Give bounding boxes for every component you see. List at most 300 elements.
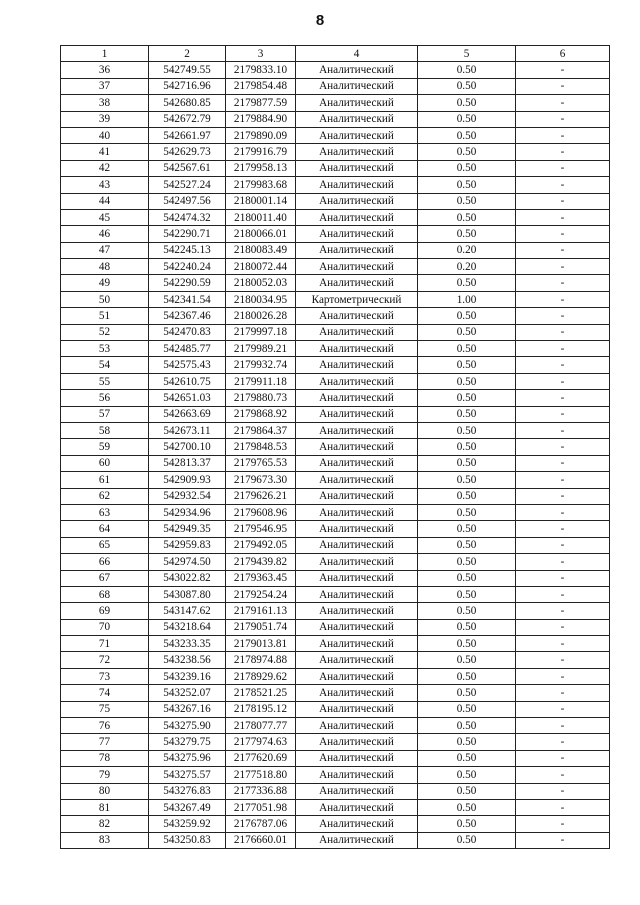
table-row <box>61 259 610 275</box>
point-number-cell: 80 <box>61 783 149 799</box>
column-header: 2 <box>149 46 226 62</box>
table-row <box>61 111 610 127</box>
description-cell: - <box>516 62 610 78</box>
description-cell: - <box>516 390 610 406</box>
y-coordinate-cell: 2178077.77 <box>226 718 296 734</box>
x-coordinate-cell: 542470.83 <box>149 324 226 340</box>
method-cell: Картометрический <box>296 291 418 307</box>
point-number-cell: 71 <box>61 636 149 652</box>
x-coordinate-cell: 542367.46 <box>149 308 226 324</box>
table-row <box>61 193 610 209</box>
x-coordinate-cell: 542527.24 <box>149 177 226 193</box>
accuracy-cell: 0.50 <box>418 144 516 160</box>
description-cell: - <box>516 488 610 504</box>
description-cell: - <box>516 78 610 94</box>
y-coordinate-cell: 2178929.62 <box>226 668 296 684</box>
x-coordinate-cell: 543275.96 <box>149 750 226 766</box>
table-row <box>61 816 610 832</box>
point-number-cell: 37 <box>61 78 149 94</box>
table-row <box>61 390 610 406</box>
description-cell: - <box>516 324 610 340</box>
point-number-cell: 40 <box>61 127 149 143</box>
description-cell: - <box>516 816 610 832</box>
method-cell: Аналитический <box>296 472 418 488</box>
point-number-cell: 53 <box>61 341 149 357</box>
point-number-cell: 83 <box>61 832 149 848</box>
method-cell: Аналитический <box>296 619 418 635</box>
accuracy-cell: 0.20 <box>418 259 516 275</box>
x-coordinate-cell: 543276.83 <box>149 783 226 799</box>
y-coordinate-cell: 2177620.69 <box>226 750 296 766</box>
y-coordinate-cell: 2177518.80 <box>226 767 296 783</box>
x-coordinate-cell: 542949.35 <box>149 521 226 537</box>
table-row <box>61 78 610 94</box>
description-cell: - <box>516 209 610 225</box>
method-cell: Аналитический <box>296 455 418 471</box>
point-number-cell: 76 <box>61 718 149 734</box>
table-row <box>61 685 610 701</box>
y-coordinate-cell: 2179958.13 <box>226 160 296 176</box>
y-coordinate-cell: 2180052.03 <box>226 275 296 291</box>
y-coordinate-cell: 2179854.48 <box>226 78 296 94</box>
point-number-cell: 74 <box>61 685 149 701</box>
method-cell: Аналитический <box>296 504 418 520</box>
method-cell: Аналитический <box>296 226 418 242</box>
table-row <box>61 734 610 750</box>
point-number-cell: 66 <box>61 554 149 570</box>
y-coordinate-cell: 2180066.01 <box>226 226 296 242</box>
method-cell: Аналитический <box>296 177 418 193</box>
point-number-cell: 56 <box>61 390 149 406</box>
point-number-cell: 72 <box>61 652 149 668</box>
description-cell: - <box>516 668 610 684</box>
point-number-cell: 61 <box>61 472 149 488</box>
table-row <box>61 521 610 537</box>
method-cell: Аналитический <box>296 373 418 389</box>
method-cell: Аналитический <box>296 390 418 406</box>
y-coordinate-cell: 2177974.63 <box>226 734 296 750</box>
description-cell: - <box>516 422 610 438</box>
x-coordinate-cell: 542680.85 <box>149 95 226 111</box>
point-number-cell: 44 <box>61 193 149 209</box>
table-row <box>61 472 610 488</box>
point-number-cell: 64 <box>61 521 149 537</box>
point-number-cell: 59 <box>61 439 149 455</box>
description-cell: - <box>516 226 610 242</box>
method-cell: Аналитический <box>296 734 418 750</box>
accuracy-cell: 0.50 <box>418 718 516 734</box>
description-cell: - <box>516 767 610 783</box>
description-cell: - <box>516 718 610 734</box>
x-coordinate-cell: 542567.61 <box>149 160 226 176</box>
table-row <box>61 308 610 324</box>
accuracy-cell: 0.50 <box>418 78 516 94</box>
accuracy-cell: 0.50 <box>418 701 516 717</box>
description-cell: - <box>516 734 610 750</box>
description-cell: - <box>516 570 610 586</box>
x-coordinate-cell: 543250.83 <box>149 832 226 848</box>
table-row <box>61 373 610 389</box>
x-coordinate-cell: 543279.75 <box>149 734 226 750</box>
table-row <box>61 603 610 619</box>
method-cell: Аналитический <box>296 636 418 652</box>
point-number-cell: 62 <box>61 488 149 504</box>
accuracy-cell: 0.50 <box>418 341 516 357</box>
x-coordinate-cell: 542700.10 <box>149 439 226 455</box>
accuracy-cell: 0.50 <box>418 521 516 537</box>
accuracy-cell: 0.50 <box>418 324 516 340</box>
method-cell: Аналитический <box>296 685 418 701</box>
accuracy-cell: 0.50 <box>418 554 516 570</box>
point-number-cell: 68 <box>61 586 149 602</box>
description-cell: - <box>516 455 610 471</box>
point-number-cell: 52 <box>61 324 149 340</box>
accuracy-cell: 0.20 <box>418 242 516 258</box>
x-coordinate-cell: 542716.96 <box>149 78 226 94</box>
method-cell: Аналитический <box>296 718 418 734</box>
accuracy-cell: 0.50 <box>418 668 516 684</box>
accuracy-cell: 0.50 <box>418 406 516 422</box>
accuracy-cell: 0.50 <box>418 209 516 225</box>
accuracy-cell: 0.50 <box>418 488 516 504</box>
coordinates-table <box>60 45 610 849</box>
point-number-cell: 39 <box>61 111 149 127</box>
table-header-row <box>61 46 610 62</box>
accuracy-cell: 0.50 <box>418 357 516 373</box>
point-number-cell: 81 <box>61 799 149 815</box>
method-cell: Аналитический <box>296 160 418 176</box>
table-row <box>61 324 610 340</box>
accuracy-cell: 0.50 <box>418 275 516 291</box>
point-number-cell: 54 <box>61 357 149 373</box>
point-number-cell: 79 <box>61 767 149 783</box>
table-row <box>61 537 610 553</box>
x-coordinate-cell: 543275.90 <box>149 718 226 734</box>
y-coordinate-cell: 2180026.28 <box>226 308 296 324</box>
table-row <box>61 767 610 783</box>
x-coordinate-cell: 542474.32 <box>149 209 226 225</box>
point-number-cell: 50 <box>61 291 149 307</box>
y-coordinate-cell: 2178195.12 <box>226 701 296 717</box>
table-row <box>61 554 610 570</box>
x-coordinate-cell: 542672.79 <box>149 111 226 127</box>
description-cell: - <box>516 357 610 373</box>
accuracy-cell: 0.50 <box>418 111 516 127</box>
method-cell: Аналитический <box>296 127 418 143</box>
table-row <box>61 636 610 652</box>
point-number-cell: 70 <box>61 619 149 635</box>
method-cell: Аналитический <box>296 537 418 553</box>
description-cell: - <box>516 144 610 160</box>
accuracy-cell: 0.50 <box>418 62 516 78</box>
table-row <box>61 570 610 586</box>
method-cell: Аналитический <box>296 783 418 799</box>
x-coordinate-cell: 542673.11 <box>149 422 226 438</box>
y-coordinate-cell: 2176787.06 <box>226 816 296 832</box>
y-coordinate-cell: 2179254.24 <box>226 586 296 602</box>
table-row <box>61 504 610 520</box>
y-coordinate-cell: 2180011.40 <box>226 209 296 225</box>
method-cell: Аналитический <box>296 799 418 815</box>
x-coordinate-cell: 542290.71 <box>149 226 226 242</box>
method-cell: Аналитический <box>296 357 418 373</box>
table-row <box>61 127 610 143</box>
x-coordinate-cell: 542240.24 <box>149 259 226 275</box>
x-coordinate-cell: 543238.56 <box>149 652 226 668</box>
point-number-cell: 75 <box>61 701 149 717</box>
description-cell: - <box>516 373 610 389</box>
point-number-cell: 77 <box>61 734 149 750</box>
description-cell: - <box>516 652 610 668</box>
table-row <box>61 488 610 504</box>
table-body <box>61 46 610 849</box>
accuracy-cell: 0.50 <box>418 636 516 652</box>
point-number-cell: 38 <box>61 95 149 111</box>
method-cell: Аналитический <box>296 341 418 357</box>
table-row <box>61 439 610 455</box>
x-coordinate-cell: 542575.43 <box>149 357 226 373</box>
y-coordinate-cell: 2179673.30 <box>226 472 296 488</box>
table-row <box>61 62 610 78</box>
description-cell: - <box>516 160 610 176</box>
accuracy-cell: 0.50 <box>418 652 516 668</box>
method-cell: Аналитический <box>296 275 418 291</box>
method-cell: Аналитический <box>296 308 418 324</box>
point-number-cell: 82 <box>61 816 149 832</box>
point-number-cell: 45 <box>61 209 149 225</box>
point-number-cell: 48 <box>61 259 149 275</box>
method-cell: Аналитический <box>296 95 418 111</box>
description-cell: - <box>516 95 610 111</box>
description-cell: - <box>516 832 610 848</box>
y-coordinate-cell: 2180001.14 <box>226 193 296 209</box>
x-coordinate-cell: 542651.03 <box>149 390 226 406</box>
description-cell: - <box>516 308 610 324</box>
y-coordinate-cell: 2179880.73 <box>226 390 296 406</box>
y-coordinate-cell: 2180072.44 <box>226 259 296 275</box>
x-coordinate-cell: 543233.35 <box>149 636 226 652</box>
description-cell: - <box>516 701 610 717</box>
column-header: 3 <box>226 46 296 62</box>
x-coordinate-cell: 543022.82 <box>149 570 226 586</box>
description-cell: - <box>516 406 610 422</box>
description-cell: - <box>516 619 610 635</box>
description-cell: - <box>516 685 610 701</box>
table-row <box>61 95 610 111</box>
point-number-cell: 78 <box>61 750 149 766</box>
method-cell: Аналитический <box>296 209 418 225</box>
method-cell: Аналитический <box>296 144 418 160</box>
point-number-cell: 49 <box>61 275 149 291</box>
accuracy-cell: 0.50 <box>418 390 516 406</box>
description-cell: - <box>516 472 610 488</box>
accuracy-cell: 0.50 <box>418 472 516 488</box>
column-header: 1 <box>61 46 149 62</box>
point-number-cell: 63 <box>61 504 149 520</box>
y-coordinate-cell: 2179877.59 <box>226 95 296 111</box>
description-cell: - <box>516 177 610 193</box>
table-row <box>61 750 610 766</box>
accuracy-cell: 0.50 <box>418 439 516 455</box>
accuracy-cell: 0.50 <box>418 619 516 635</box>
table-row <box>61 455 610 471</box>
table-row <box>61 177 610 193</box>
description-cell: - <box>516 750 610 766</box>
table-row <box>61 291 610 307</box>
x-coordinate-cell: 543267.16 <box>149 701 226 717</box>
description-cell: - <box>516 341 610 357</box>
accuracy-cell: 0.50 <box>418 750 516 766</box>
description-cell: - <box>516 242 610 258</box>
table-row <box>61 341 610 357</box>
accuracy-cell: 0.50 <box>418 160 516 176</box>
point-number-cell: 43 <box>61 177 149 193</box>
description-cell: - <box>516 259 610 275</box>
table-row <box>61 357 610 373</box>
accuracy-cell: 0.50 <box>418 783 516 799</box>
x-coordinate-cell: 542813.37 <box>149 455 226 471</box>
description-cell: - <box>516 799 610 815</box>
x-coordinate-cell: 543218.64 <box>149 619 226 635</box>
method-cell: Аналитический <box>296 603 418 619</box>
table-row <box>61 832 610 848</box>
description-cell: - <box>516 554 610 570</box>
accuracy-cell: 0.50 <box>418 603 516 619</box>
description-cell: - <box>516 586 610 602</box>
method-cell: Аналитический <box>296 652 418 668</box>
point-number-cell: 58 <box>61 422 149 438</box>
description-cell: - <box>516 783 610 799</box>
description-cell: - <box>516 275 610 291</box>
table-row <box>61 701 610 717</box>
point-number-cell: 47 <box>61 242 149 258</box>
accuracy-cell: 0.50 <box>418 422 516 438</box>
x-coordinate-cell: 542934.96 <box>149 504 226 520</box>
table-row <box>61 144 610 160</box>
description-cell: - <box>516 603 610 619</box>
y-coordinate-cell: 2179492.05 <box>226 537 296 553</box>
x-coordinate-cell: 542497.56 <box>149 193 226 209</box>
accuracy-cell: 0.50 <box>418 95 516 111</box>
x-coordinate-cell: 542909.93 <box>149 472 226 488</box>
accuracy-cell: 0.50 <box>418 832 516 848</box>
x-coordinate-cell: 542629.73 <box>149 144 226 160</box>
method-cell: Аналитический <box>296 62 418 78</box>
x-coordinate-cell: 543147.62 <box>149 603 226 619</box>
description-cell: - <box>516 504 610 520</box>
description-cell: - <box>516 111 610 127</box>
point-number-cell: 55 <box>61 373 149 389</box>
table-row <box>61 652 610 668</box>
method-cell: Аналитический <box>296 767 418 783</box>
y-coordinate-cell: 2179864.37 <box>226 422 296 438</box>
accuracy-cell: 0.50 <box>418 799 516 815</box>
accuracy-cell: 0.50 <box>418 767 516 783</box>
y-coordinate-cell: 2177051.98 <box>226 799 296 815</box>
y-coordinate-cell: 2179989.21 <box>226 341 296 357</box>
y-coordinate-cell: 2179363.45 <box>226 570 296 586</box>
accuracy-cell: 0.50 <box>418 455 516 471</box>
accuracy-cell: 0.50 <box>418 127 516 143</box>
table-row <box>61 783 610 799</box>
point-number-cell: 60 <box>61 455 149 471</box>
point-number-cell: 69 <box>61 603 149 619</box>
x-coordinate-cell: 542290.59 <box>149 275 226 291</box>
column-header: 4 <box>296 46 418 62</box>
description-cell: - <box>516 521 610 537</box>
accuracy-cell: 0.50 <box>418 586 516 602</box>
accuracy-cell: 0.50 <box>418 685 516 701</box>
point-number-cell: 73 <box>61 668 149 684</box>
description-cell: - <box>516 439 610 455</box>
method-cell: Аналитический <box>296 111 418 127</box>
point-number-cell: 46 <box>61 226 149 242</box>
x-coordinate-cell: 542749.55 <box>149 62 226 78</box>
description-cell: - <box>516 291 610 307</box>
accuracy-cell: 0.50 <box>418 373 516 389</box>
accuracy-cell: 1.00 <box>418 291 516 307</box>
point-number-cell: 57 <box>61 406 149 422</box>
accuracy-cell: 0.50 <box>418 570 516 586</box>
table-row <box>61 668 610 684</box>
y-coordinate-cell: 2179848.53 <box>226 439 296 455</box>
table-row <box>61 160 610 176</box>
method-cell: Аналитический <box>296 193 418 209</box>
method-cell: Аналитический <box>296 570 418 586</box>
x-coordinate-cell: 543252.07 <box>149 685 226 701</box>
method-cell: Аналитический <box>296 521 418 537</box>
x-coordinate-cell: 543239.16 <box>149 668 226 684</box>
point-number-cell: 41 <box>61 144 149 160</box>
y-coordinate-cell: 2179911.18 <box>226 373 296 389</box>
accuracy-cell: 0.50 <box>418 816 516 832</box>
x-coordinate-cell: 543259.92 <box>149 816 226 832</box>
x-coordinate-cell: 542610.75 <box>149 373 226 389</box>
accuracy-cell: 0.50 <box>418 226 516 242</box>
point-number-cell: 42 <box>61 160 149 176</box>
y-coordinate-cell: 2179983.68 <box>226 177 296 193</box>
y-coordinate-cell: 2180083.49 <box>226 242 296 258</box>
y-coordinate-cell: 2179546.95 <box>226 521 296 537</box>
method-cell: Аналитический <box>296 832 418 848</box>
x-coordinate-cell: 542485.77 <box>149 341 226 357</box>
method-cell: Аналитический <box>296 406 418 422</box>
description-cell: - <box>516 127 610 143</box>
table-row <box>61 226 610 242</box>
y-coordinate-cell: 2179916.79 <box>226 144 296 160</box>
table-row <box>61 718 610 734</box>
table-row <box>61 209 610 225</box>
y-coordinate-cell: 2179833.10 <box>226 62 296 78</box>
x-coordinate-cell: 542932.54 <box>149 488 226 504</box>
y-coordinate-cell: 2179161.13 <box>226 603 296 619</box>
y-coordinate-cell: 2179932.74 <box>226 357 296 373</box>
method-cell: Аналитический <box>296 488 418 504</box>
method-cell: Аналитический <box>296 324 418 340</box>
y-coordinate-cell: 2176660.01 <box>226 832 296 848</box>
accuracy-cell: 0.50 <box>418 308 516 324</box>
accuracy-cell: 0.50 <box>418 734 516 750</box>
table-row <box>61 619 610 635</box>
method-cell: Аналитический <box>296 259 418 275</box>
accuracy-cell: 0.50 <box>418 193 516 209</box>
method-cell: Аналитический <box>296 750 418 766</box>
table-row <box>61 242 610 258</box>
method-cell: Аналитический <box>296 242 418 258</box>
y-coordinate-cell: 2179013.81 <box>226 636 296 652</box>
description-cell: - <box>516 636 610 652</box>
table-row <box>61 422 610 438</box>
